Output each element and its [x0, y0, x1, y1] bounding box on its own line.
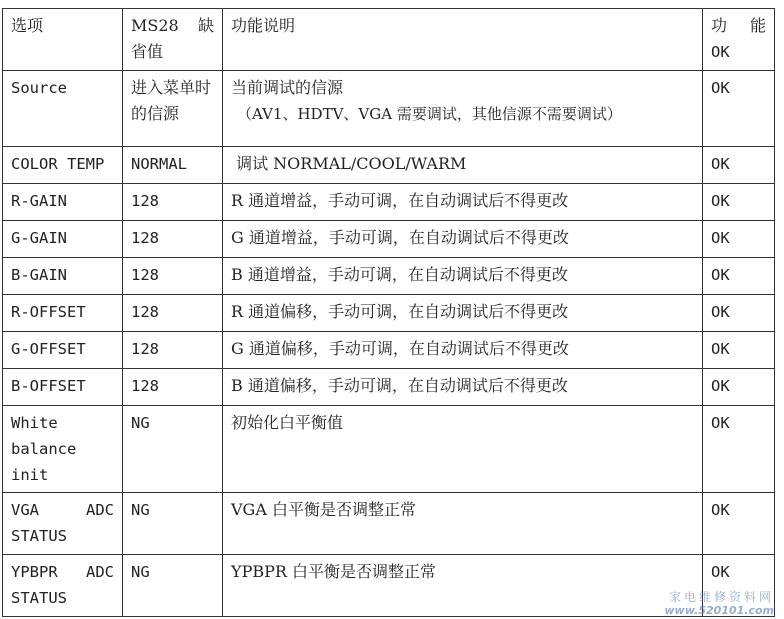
ok-cell: OK [703, 369, 775, 406]
header-default-label-b: 缺 [197, 16, 214, 35]
description-cell: VGA 白平衡是否调整正常 [223, 493, 703, 555]
table-row [3, 258, 775, 295]
item-label-a: VGA [11, 501, 39, 519]
ok-cell: OK [703, 147, 775, 184]
item-label-c: STATUS [11, 527, 67, 545]
item-cell: COLOR TEMP [3, 147, 123, 184]
ok-cell: OK [703, 184, 775, 221]
description-cell: B 通道增益，手动可调，在自动调试后不得更改 [223, 258, 703, 295]
item-cell: G-GAIN [3, 221, 123, 258]
header-row [3, 9, 775, 71]
header-description [223, 9, 703, 71]
header-ok [703, 9, 775, 71]
header-default [123, 9, 223, 71]
ok-cell: OK [703, 295, 775, 332]
default-cell: NG [123, 555, 223, 617]
default-cell: NG [123, 406, 223, 493]
default-cell: 128 [123, 295, 223, 332]
item-cell: B-GAIN [3, 258, 123, 295]
item-label-b: ADC [86, 563, 114, 581]
description-text: 当前调试的信源 [231, 78, 344, 97]
item-cell [3, 555, 123, 617]
table-row [3, 221, 775, 258]
header-default-label-c: 省值 [131, 42, 164, 61]
ok-cell: OK [703, 555, 775, 617]
description-cell: YPBPR 白平衡是否调整正常 [223, 555, 703, 617]
table-row [3, 184, 775, 221]
header-ok-label-a: 功 [711, 16, 728, 35]
header-item-label: 选项 [11, 16, 44, 35]
item-cell: White balance init [3, 406, 123, 493]
header-item [3, 9, 123, 71]
item-label-a: YPBPR [11, 563, 58, 581]
header-ok-label-c: OK [711, 43, 730, 61]
item-cell: G-OFFSET [3, 332, 123, 369]
default-cell: 128 [123, 332, 223, 369]
table-row [3, 555, 775, 617]
default-cell: 128 [123, 221, 223, 258]
item-cell: B-OFFSET [3, 369, 123, 406]
description-cell: G 通道偏移，手动可调，在自动调试后不得更改 [223, 332, 703, 369]
table-row [3, 493, 775, 555]
watermark-title: 家电维修资料网 [668, 590, 774, 604]
description-cell: 初始化白平衡值 [223, 406, 703, 493]
description-cell [223, 71, 703, 147]
table-row [3, 147, 775, 184]
default-cell: NG [123, 493, 223, 555]
ok-cell: OK [703, 493, 775, 555]
description-cell: 调试 NORMAL/COOL/WARM [223, 147, 703, 184]
default-cell: 128 [123, 184, 223, 221]
default-cell: NORMAL [123, 147, 223, 184]
item-label-b: ADC [86, 501, 114, 519]
item-cell: Source [3, 71, 123, 147]
description-cell: R 通道增益，手动可调，在自动调试后不得更改 [223, 184, 703, 221]
header-ok-label-b: 能 [749, 16, 766, 35]
table-row [3, 406, 775, 493]
header-description-label: 功能说明 [231, 16, 296, 35]
description-note: （AV1、HDTV、VGA 需要调试，其他信源不需要调试） [237, 105, 622, 123]
table-row [3, 295, 775, 332]
ok-cell: OK [703, 71, 775, 147]
default-cell: 128 [123, 258, 223, 295]
description-cell: G 通道增益，手动可调，在自动调试后不得更改 [223, 221, 703, 258]
ok-cell: OK [703, 258, 775, 295]
ok-cell: OK [703, 332, 775, 369]
table-row [3, 332, 775, 369]
watermark-url: www.520101.com [664, 604, 774, 617]
default-cell: 进入菜单时的信源 [123, 71, 223, 147]
ok-cell: OK [703, 221, 775, 258]
table-row [3, 369, 775, 406]
description-cell: B 通道偏移，手动可调，在自动调试后不得更改 [223, 369, 703, 406]
function-table [2, 8, 775, 617]
item-cell: R-GAIN [3, 184, 123, 221]
ok-cell: OK [703, 406, 775, 493]
header-default-label-a: MS28 [131, 16, 179, 35]
item-cell [3, 493, 123, 555]
item-cell: R-OFFSET [3, 295, 123, 332]
default-cell: 128 [123, 369, 223, 406]
description-cell: R 通道偏移，手动可调，在自动调试后不得更改 [223, 295, 703, 332]
watermark [664, 591, 774, 617]
table-row [3, 71, 775, 147]
item-label-c: STATUS [11, 589, 67, 607]
